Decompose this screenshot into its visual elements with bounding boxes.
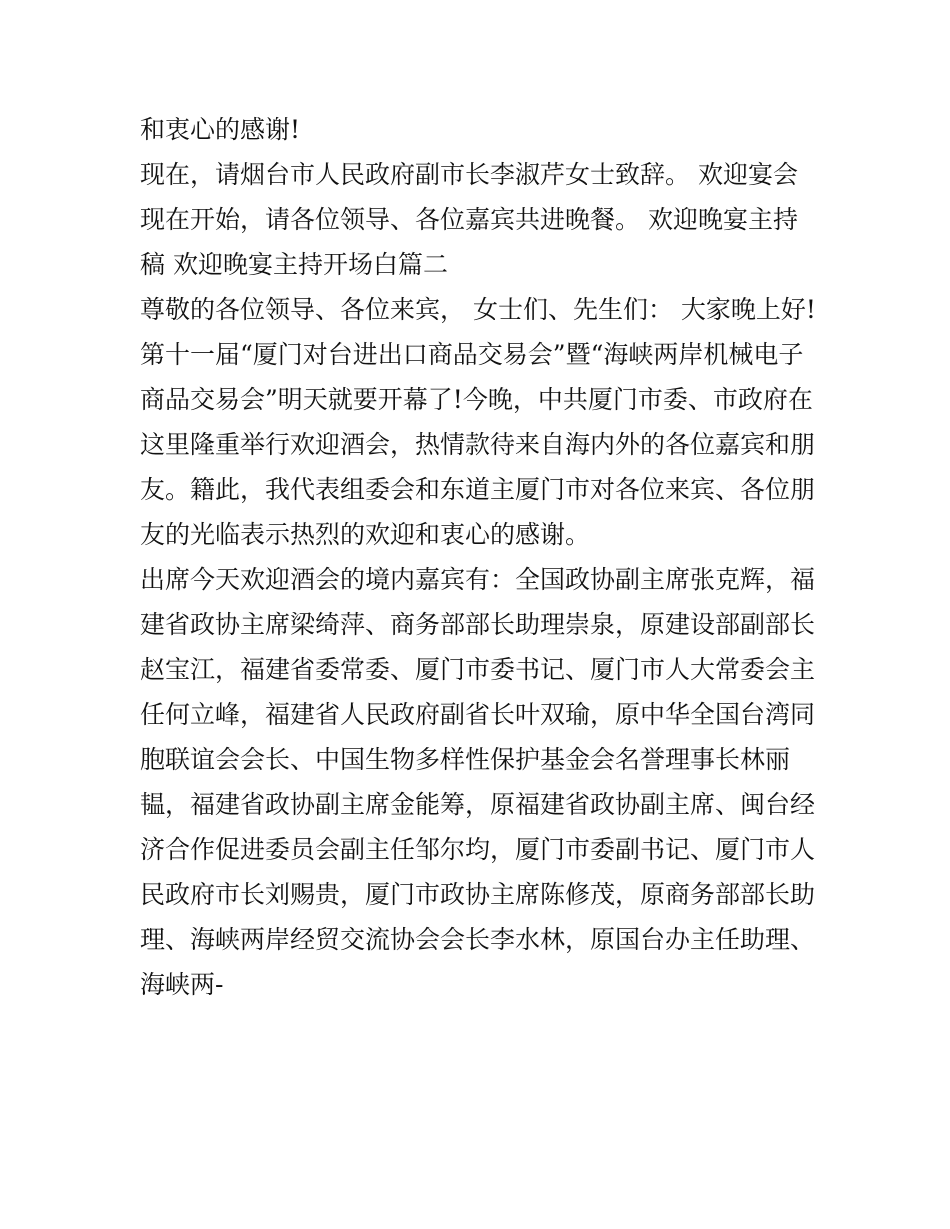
text-line: 济合作促进委员会副主任邹尔均，厦门市委副书记、厦门市人 — [140, 835, 816, 864]
text-line: 这里隆重举行欢迎酒会，热情款待来自海内外的各位嘉宾和朋 — [140, 430, 816, 459]
text-line: 民政府市长刘赐贵，厦门市政协主席陈修茂，原商务部部长助 — [140, 880, 816, 909]
text-line: 赵宝江，福建省委常委、厦门市委书记、厦门市人大常委会主 — [140, 655, 816, 684]
text-line: 友的光临表示热烈的欢迎和衷心的感谢。 — [140, 520, 591, 549]
text-line: 胞联谊会会长、中国生物多样性保护基金会名誉理事长林丽 — [140, 745, 791, 774]
text-line: 任何立峰，福建省人民政府副省长叶双瑜，原中华全国台湾同 — [140, 700, 816, 729]
text-line: 尊敬的各位领导、各位来宾， 女士们、先生们： 大家晚上好! — [140, 295, 816, 324]
text-line: 海峡两- — [140, 970, 224, 999]
text-line: 现在开始，请各位领导、各位嘉宾共进晚餐。 欢迎晚宴主持 — [140, 205, 798, 234]
text-line: 韫，福建省政协副主席金能筹，原福建省政协副主席、闽台经 — [140, 790, 816, 819]
text-line: 稿 欢迎晚宴主持开场白篇二 — [140, 250, 448, 279]
text-line: 建省政协主席梁绮萍、商务部部长助理崇泉，原建设部副部长 — [140, 610, 816, 639]
text-line: 理、海峡两岸经贸交流协会会长李水林，原国台办主任助理、 — [140, 925, 816, 954]
text-line: 和衷心的感谢! — [140, 115, 301, 144]
text-line: 商品交易会”明天就要开幕了!今晚，中共厦门市委、市政府在 — [140, 385, 813, 414]
text-line: 出席今天欢迎酒会的境内嘉宾有：全国政协副主席张克辉，福 — [140, 565, 816, 594]
text-line: 友。籍此，我代表组委会和东道主厦门市对各位来宾、各位朋 — [140, 475, 816, 504]
text-line: 第十一届“厦门对台进出口商品交易会”暨“海峡两岸机械电子 — [140, 340, 804, 369]
document-body — [140, 107, 830, 1007]
text-line: 现在，请烟台市人民政府副市长李淑芹女士致辞。 欢迎宴会 — [140, 160, 798, 189]
